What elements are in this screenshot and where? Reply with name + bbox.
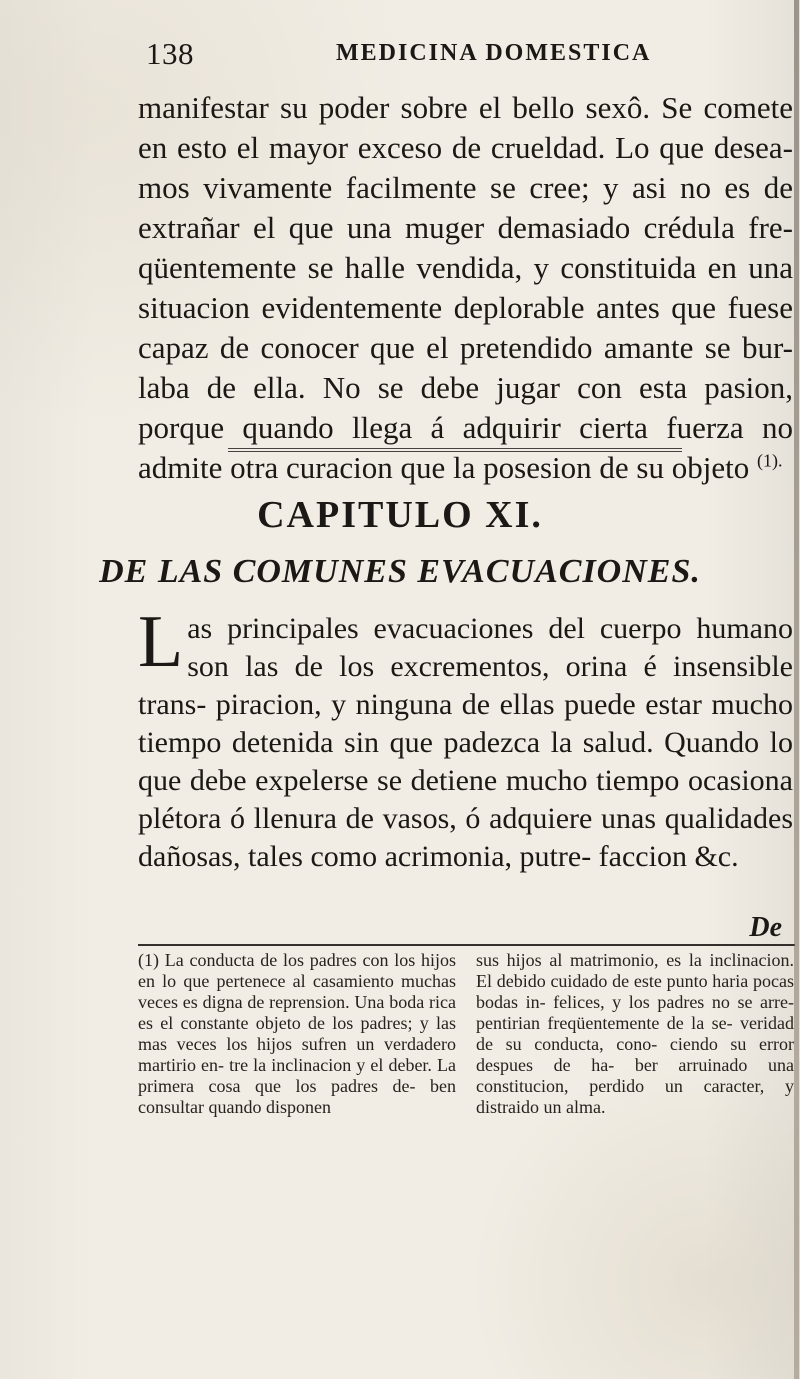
footnote-reference: (1). (756, 450, 783, 471)
footnotes-area (138, 950, 795, 1118)
footnote-left-column: (1) La conducta de los padres con los hijos en lo que pertenece al casamiento muchas veces es digna de reprension. Una boda rica es el constante objeto de los padres; y las mas veces los hijos sufren un verdadero martirio en- tre la inclinacion y el deber. La primera cosa que los padres de- ben consultar quando disponen (138, 950, 456, 1117)
chapter-divider-rule (228, 448, 682, 452)
footnote-divider-rule (138, 944, 795, 946)
page-number: 138 (146, 36, 194, 71)
continuation-section (138, 88, 793, 488)
page-edge-mark (794, 0, 799, 1379)
continuation-paragraph (138, 88, 793, 488)
chapter-paragraph: Las principales evacuaciones del cuerpo humano son las de los excrementos, orina é insensible trans- piracion, y ninguna de ellas puede estar mucho tiempo detenida sin que padezca la salud. Quando lo que debe expelerse se detiene mucho tiempo ocasiona plétora ó llenura de vasos, ó adquiere unas qualidades dañosas, tales como acrimonia, putre- faccion &c. (138, 601, 793, 873)
page-header (146, 36, 796, 80)
chapter-subtitle: DE LAS COMUNES EVACUACIONES. (99, 553, 701, 590)
continuation-text: manifestar su poder sobre el bello sexô. Se comete en esto el mayor exceso de crueldad. Lo que desea- mos vivamente facilmente se cree; y asi no es de extrañar el que una muger demasiado crédula fre- qüentemente se halle vendida, y constituida en una situacion evidentemente deplorable antes que fuese capaz de conocer que el pretendido amante se bur- laba de ella. No se debe jugar con esta pasion, porque quando llega á adquirir cierta fuerza no admite otra curacion que la posesion de su objeto (138, 90, 793, 485)
footnote-right-column: sus hijos al matrimonio, es la inclinacion. El debido cuidado de este punto haria pocas bodas in- felices, y los padres no se arre- pentirian freqüentemente de la se- veridad de su conducta, cono- ciendo su error despues de ha- ber arruinado una constitucion, perdido un caracter, y distraido un alma. (476, 950, 794, 1117)
chapter-body (138, 601, 793, 876)
catchword: De (749, 912, 782, 943)
running-head: MEDICINA DOMESTICA (336, 40, 652, 66)
chapter-title: CAPITULO XI. (257, 494, 543, 536)
